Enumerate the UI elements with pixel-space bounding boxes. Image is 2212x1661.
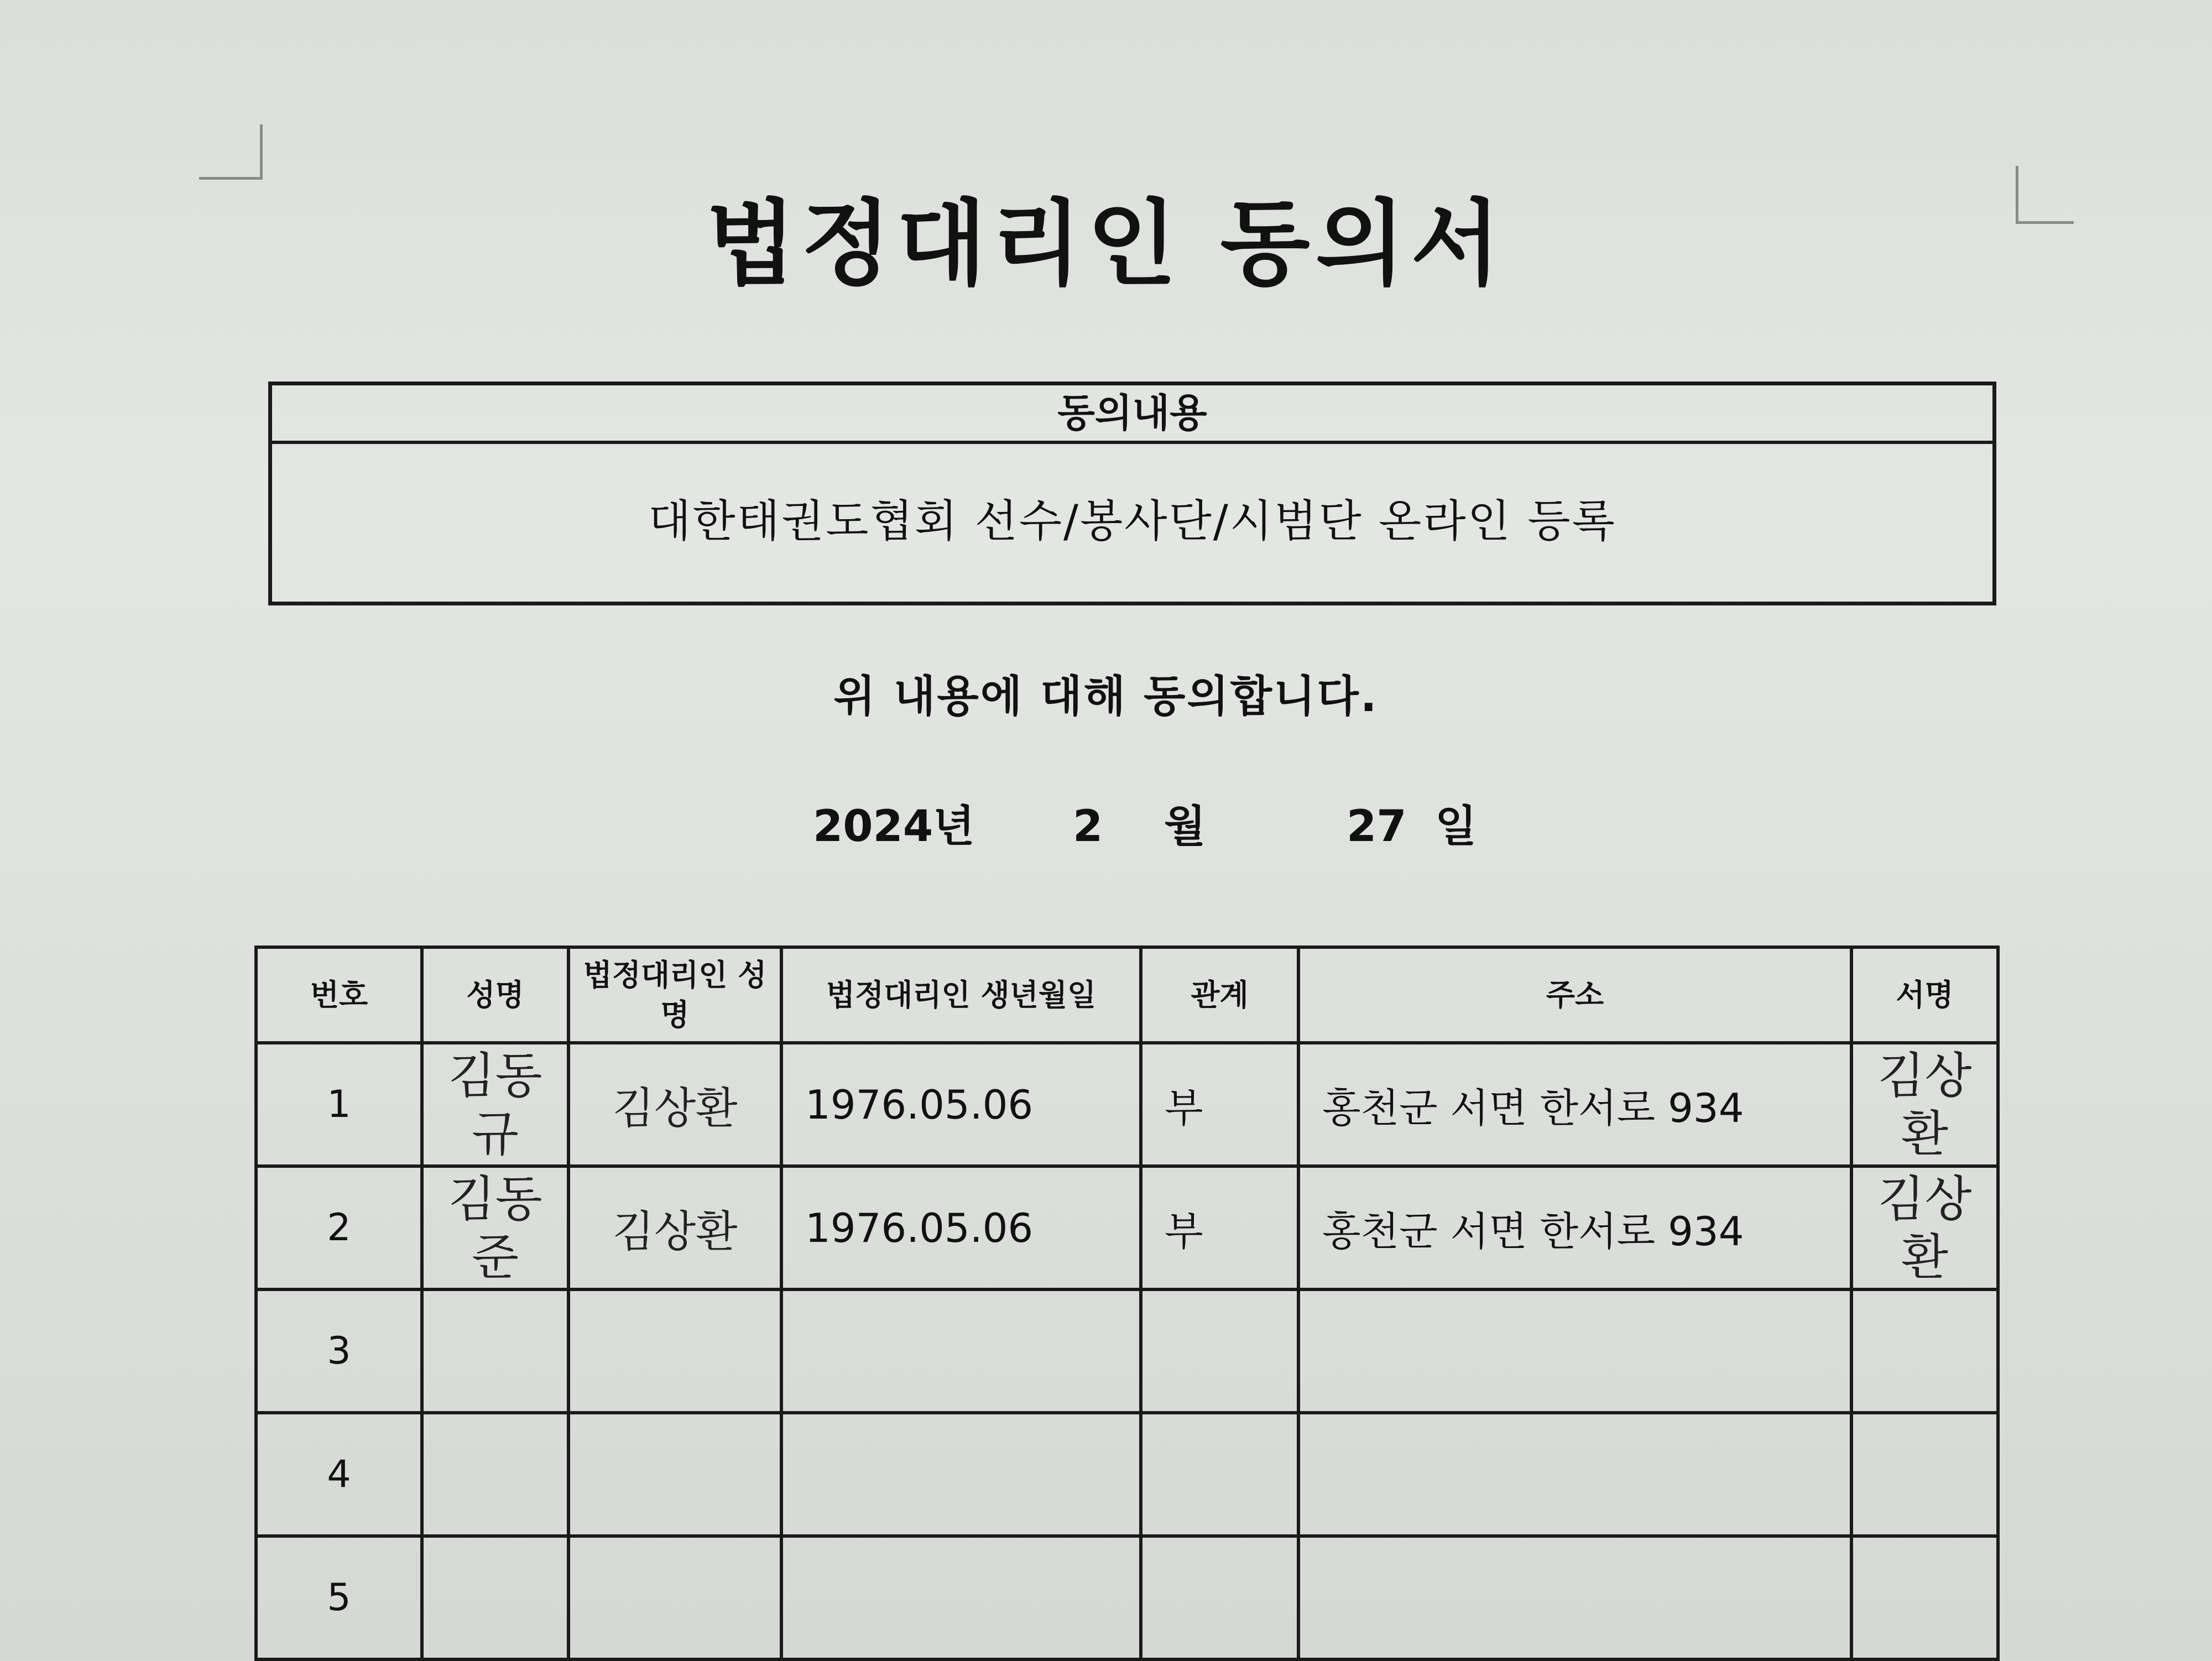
row-relation [1141, 1536, 1298, 1659]
row-relation [1141, 1289, 1298, 1413]
row-name: 김동준 [422, 1166, 568, 1289]
table-row [256, 1289, 1998, 1413]
row-signature: 김상환 [1851, 1166, 1998, 1289]
row-address [1298, 1413, 1851, 1536]
row-relation: 부 [1141, 1043, 1298, 1166]
row-number: 5 [256, 1536, 422, 1659]
guardian-table-wrapper [254, 946, 1996, 1661]
row-address [1298, 1289, 1851, 1413]
header-guardian-birth: 법정대리인 생년월일 [781, 947, 1141, 1043]
document-title: 법정대리인 동의서 [706, 189, 1506, 298]
row-signature [1851, 1413, 1998, 1536]
row-name [422, 1413, 568, 1536]
consent-content: 대한태권도협회 선수/봉사단/시범단 온라인 등록 [648, 495, 1616, 547]
date-day-label: 일 [1435, 802, 1477, 852]
row-signature [1851, 1536, 1998, 1659]
header-address: 주소 [1298, 947, 1851, 1043]
row-guardian-name [568, 1536, 781, 1659]
row-guardian-birth: 1976.05.06 [781, 1166, 1141, 1289]
header-number: 번호 [256, 947, 422, 1043]
consent-header: 동의내용 [272, 385, 1992, 444]
row-number: 3 [256, 1289, 422, 1413]
guardian-table [254, 946, 2000, 1661]
header-signature: 서명 [1851, 947, 1998, 1043]
row-guardian-name: 김상환 [568, 1166, 781, 1289]
row-guardian-birth [781, 1413, 1141, 1536]
row-guardian-name [568, 1413, 781, 1536]
date-month-label: 월 [1164, 802, 1206, 852]
date-day: 27 [1347, 802, 1407, 852]
table-row [256, 1536, 1998, 1659]
header-name: 성명 [422, 947, 568, 1043]
row-name: 김동규 [422, 1043, 568, 1166]
table-header-row [256, 947, 1998, 1043]
agreement-statement: 위 내용에 대해 동의합니다. [833, 672, 1379, 722]
table-row [256, 1043, 1998, 1166]
row-signature [1851, 1289, 1998, 1413]
row-guardian-name: 김상환 [568, 1043, 781, 1166]
row-address [1298, 1536, 1851, 1659]
row-guardian-birth: 1976.05.06 [781, 1043, 1141, 1166]
row-address: 홍천군 서면 한서로 934 [1298, 1043, 1851, 1166]
row-address: 홍천군 서면 한서로 934 [1298, 1166, 1851, 1289]
header-relation: 관계 [1141, 947, 1298, 1043]
row-name [422, 1289, 568, 1413]
date-year: 2024년 [813, 802, 975, 852]
row-number: 2 [256, 1166, 422, 1289]
row-guardian-birth [781, 1289, 1141, 1413]
row-guardian-birth [781, 1536, 1141, 1659]
crop-mark-top-left [199, 124, 263, 180]
consent-box [268, 382, 1996, 605]
table-row [256, 1166, 1998, 1289]
row-guardian-name [568, 1289, 781, 1413]
row-number: 1 [256, 1043, 422, 1166]
header-guardian-name: 법정대리인 성명 [568, 947, 781, 1043]
date-month: 2 [1073, 802, 1103, 852]
table-row [256, 1413, 1998, 1536]
row-signature: 김상환 [1851, 1043, 1998, 1166]
row-relation [1141, 1413, 1298, 1536]
row-name [422, 1536, 568, 1659]
row-relation: 부 [1141, 1166, 1298, 1289]
row-number: 4 [256, 1413, 422, 1536]
